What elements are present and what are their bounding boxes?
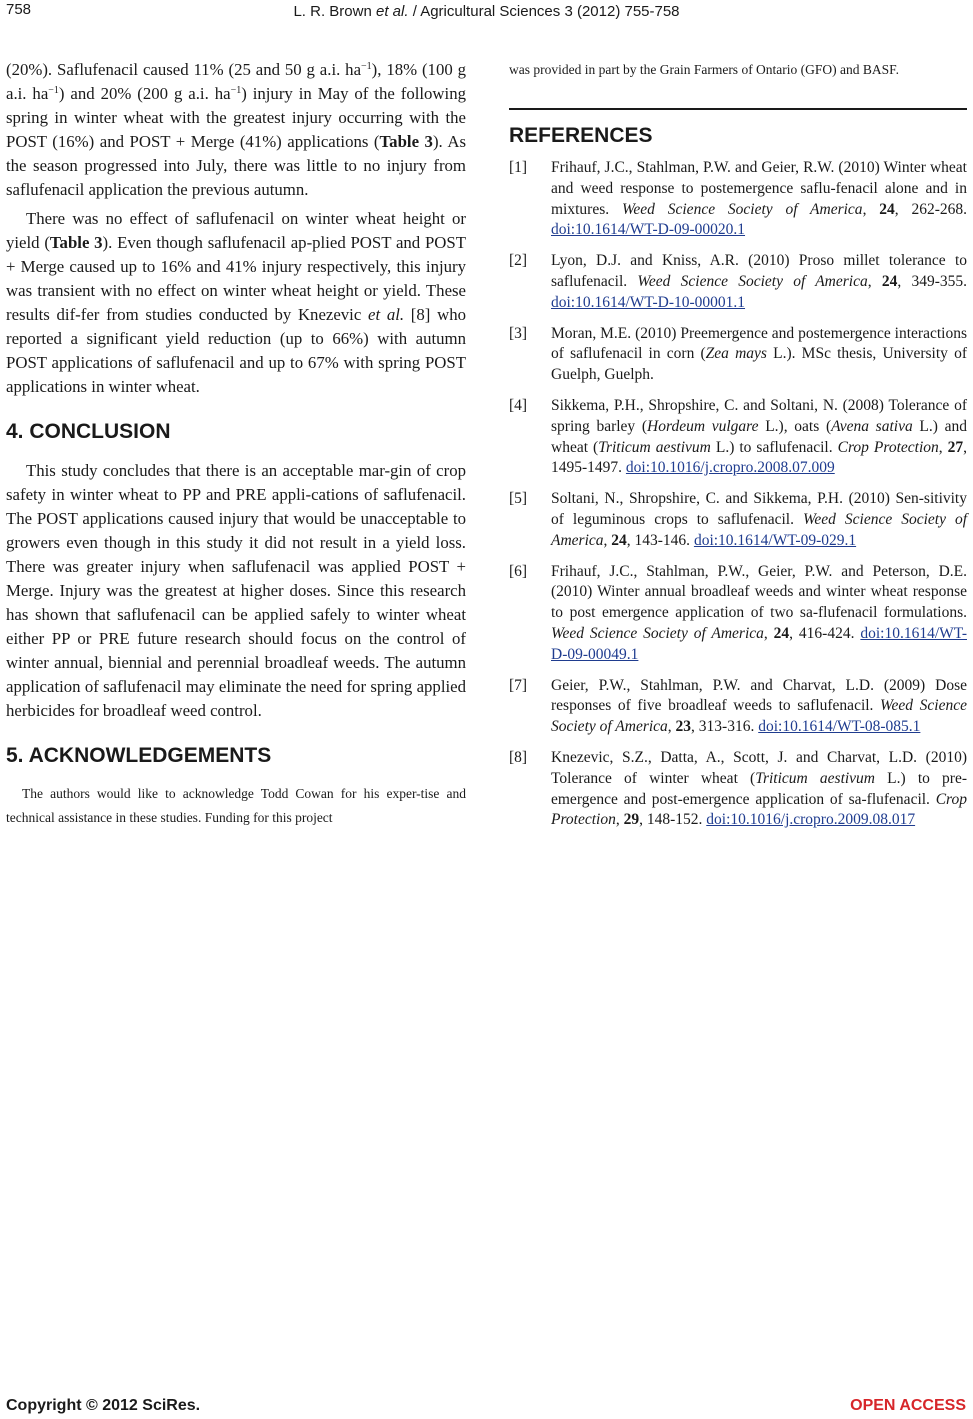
text-run: Knezevic, S.Z., Datta, A., Scott, J. and Charvat, L.D. (2010) Tolerance of winter wheat ( <box>551 748 967 787</box>
acknowledgements-heading: 5. ACKNOWLEDGEMENTS <box>6 744 272 767</box>
journal-name: Crop Protection <box>551 790 967 829</box>
text-run: Frihauf, J.C., Stahlman, P.W., Geier, P.W. and Peterson, D.E. (2010) Winter annual broadleaf weeds and winter wheat response to post emergence application of two sa-flufenacil formulations. <box>551 562 967 622</box>
text-run: L.). MSc thesis, University of Guelph, Guelph. <box>551 345 967 384</box>
text-run: Geier, P.W., Stahlman, P.W. and Charvat, L.D. (2009) Dose responses of five broadleaf weeds to saflufenacil. <box>551 676 967 715</box>
reference-item <box>509 324 967 386</box>
running-head <box>0 3 973 20</box>
reference-item <box>509 748 967 831</box>
text-run: Sikkema, P.H., Shropshire, C. and Soltani, N. (2008) Tolerance of spring barley ( <box>551 396 967 435</box>
doi-link[interactable]: doi:10.1016/j.cropro.2009.08.017 <box>706 811 916 829</box>
journal-name: Weed Science Society of America <box>637 272 868 290</box>
acknowledgements-text-left: The authors would like to acknowledge Todd Cowan for his exper-tise and technical assistance in these studies. Funding for this project <box>6 786 466 825</box>
text-run: There was no effect of saflufenacil on winter wheat height or yield ( <box>6 209 466 252</box>
text-run: Lyon, D.J. and Kniss, A.R. (2010) Proso millet tolerance to saflufenacil. <box>551 252 967 290</box>
reference-number: [4] <box>509 396 528 414</box>
text-run: ). Even though saflufenacil ap-plied POST and POST + Merge caused up to 16% and 41% injury respectively, this injury was transient with no effect on winter wheat height or yield. These results dif-fer from studies conducted by Knezevic <box>6 233 466 324</box>
reference-text <box>551 748 967 831</box>
species-name: Zea mays <box>705 345 767 363</box>
text-run: (20%). Saflufenacil caused 11% (25 and 50 g a.i. ha <box>6 60 362 79</box>
reference-number: [5] <box>509 490 528 508</box>
running-head-journal: / Agricultural Sciences 3 (2012) 755-758 <box>412 3 680 20</box>
text-run: , 349-355. <box>897 272 967 290</box>
reference-text <box>551 676 967 738</box>
text-run: , <box>763 624 774 642</box>
reference-text <box>551 158 967 241</box>
text-run: ), 18% (100 g a.i. ha <box>6 60 467 103</box>
text-run: , <box>867 272 882 290</box>
reference-number: [8] <box>509 748 528 766</box>
journal-name: Crop Protection <box>837 438 939 456</box>
doi-link[interactable]: doi:10.1614/WT-D-09-00049.1 <box>551 624 967 663</box>
running-head-etal: et al. <box>376 3 409 20</box>
journal-name: Weed Science Society of America <box>551 697 967 736</box>
reference-text <box>551 324 967 386</box>
superscript: −1 <box>361 61 372 72</box>
species-name: Hordeum vulgare <box>647 417 759 435</box>
volume: 23 <box>675 718 692 736</box>
volume: 27 <box>947 438 964 456</box>
text-run: , 416-424. <box>789 624 861 642</box>
doi-link[interactable]: doi:10.1614/WT-08-085.1 <box>758 718 921 736</box>
reference-number: [1] <box>509 159 528 176</box>
reference-number: [7] <box>509 676 528 694</box>
paragraph-height-yield <box>6 207 466 399</box>
journal-name: Weed Science Society of America <box>551 510 967 549</box>
text-run: , 313-316. <box>691 718 759 736</box>
reference-text <box>551 562 967 666</box>
text-run: L.) to saflufenacil. <box>710 438 838 456</box>
text-run: , <box>615 811 624 829</box>
text-run: Soltani, N., Shropshire, C. and Sikkema, P.H. (2010) Sen-sitivity of leguminous crops to saflufenacil. <box>551 490 967 528</box>
reference-number: [6] <box>509 562 528 580</box>
text-run: ) injury in May of the following spring in winter wheat with the greatest injury occurring with the POST (16%) and POST + Merge (41%) applications ( <box>6 84 466 151</box>
conclusion-heading: 4. CONCLUSION <box>6 420 171 443</box>
reference-item <box>509 158 967 241</box>
right-column <box>509 58 967 831</box>
text-run: , <box>938 438 948 456</box>
open-access-label: OPEN ACCESS <box>850 1397 966 1414</box>
acknowledgements-text-right: was provided in part by the Grain Farmers of Ontario (GFO) and BASF. <box>509 62 899 77</box>
text-run: ) and 20% (200 g a.i. ha <box>58 84 231 103</box>
text-run: , 262-268. <box>894 200 967 218</box>
reference-text <box>551 251 967 313</box>
journal-name: Weed Science Society of America <box>621 200 863 218</box>
reference-item <box>509 562 967 666</box>
reference-item <box>509 251 967 313</box>
doi-link[interactable]: doi:10.1614/WT-D-10-00001.1 <box>551 293 746 311</box>
doi-link[interactable]: doi:10.1614/WT-D-09-00020.1 <box>551 221 746 239</box>
volume: 24 <box>879 200 895 218</box>
conclusion-paragraph: This study concludes that there is an acceptable mar-gin of crop safety in winter wheat to PP and PRE appli-cations of saflufenacil. The POST applications caused injury that would be unacceptable to growers even though in this study it did not result in a yield loss. There was greater injury when saflufenacil was applied POST + Merge. Injury was the greatest at higher doses. Since this research has shown that saflufenacil can be applied safely to winter wheat either PP or PRE future research should focus on the control of winter annual, biennial and perennial broadleaf weeds. The autumn application of saflufenacil may eliminate the need for spring applied herbicides for broadleaf weed control. <box>6 461 466 720</box>
reference-number: [2] <box>509 252 528 270</box>
text-run: [8] who reported a significant yield reduction (up to 66%) with autumn POST applications of saflufenacil and up to 67% with spring POST applications in winter wheat. <box>6 305 466 396</box>
text-run: , <box>603 531 612 549</box>
text-run: , 1495-1497. <box>551 438 968 477</box>
text-run: L.) and wheat ( <box>551 417 968 456</box>
etal-italic: et al. <box>368 305 405 324</box>
reference-list <box>509 158 967 831</box>
reference-item <box>509 396 967 479</box>
journal-name: Weed Science Society of America <box>551 624 764 642</box>
species-name: Triticum aestivum <box>598 438 711 456</box>
reference-item <box>509 489 967 551</box>
text-run: , 148-152. <box>639 811 707 829</box>
superscript: −1 <box>230 85 242 96</box>
reference-text <box>551 396 967 479</box>
text-run: Frihauf, J.C., Stahlman, P.W. and Geier, R.W. (2010) Winter wheat and weed response to postemergence saflu-fenacil alone and in mixtures. <box>551 159 967 218</box>
page-number: 758 <box>6 1 32 18</box>
species-name: Avena sativa <box>831 417 913 435</box>
text-run: L.) to pre-emergence and post-emergence application of sa-flufenacil. <box>551 769 968 808</box>
superscript: −1 <box>48 85 59 96</box>
copyright-notice: Copyright © 2012 SciRes. <box>6 1397 201 1414</box>
doi-link[interactable]: doi:10.1016/j.cropro.2008.07.009 <box>625 459 835 477</box>
volume: 29 <box>623 811 640 829</box>
doi-link[interactable]: doi:10.1614/WT-09-029.1 <box>693 531 857 549</box>
table-reference: Table 3 <box>379 132 433 151</box>
volume: 24 <box>611 531 627 549</box>
references-heading: REFERENCES <box>509 124 653 147</box>
table-reference: Table 3 <box>49 233 103 252</box>
text-run: , <box>862 200 880 218</box>
species-name: Triticum aestivum <box>755 769 876 787</box>
running-head-authors: L. R. Brown <box>293 3 372 20</box>
volume: 24 <box>881 272 898 290</box>
reference-text <box>551 489 967 551</box>
text-run: L.), oats ( <box>758 417 832 435</box>
reference-number: [3] <box>509 324 528 342</box>
section-divider <box>509 108 967 110</box>
text-run: , <box>667 718 676 736</box>
volume: 24 <box>773 624 790 642</box>
text-run: , 143-146. <box>626 531 694 549</box>
text-run: ). As the season progressed into July, there was little to no injury from saflufenacil application the previous autumn. <box>6 132 467 199</box>
left-column <box>6 58 466 830</box>
reference-item <box>509 676 967 738</box>
paragraph-injury <box>6 58 466 202</box>
text-run: Moran, M.E. (2010) Preemergence and postemergence interactions of saflufenacil in corn ( <box>551 324 967 363</box>
